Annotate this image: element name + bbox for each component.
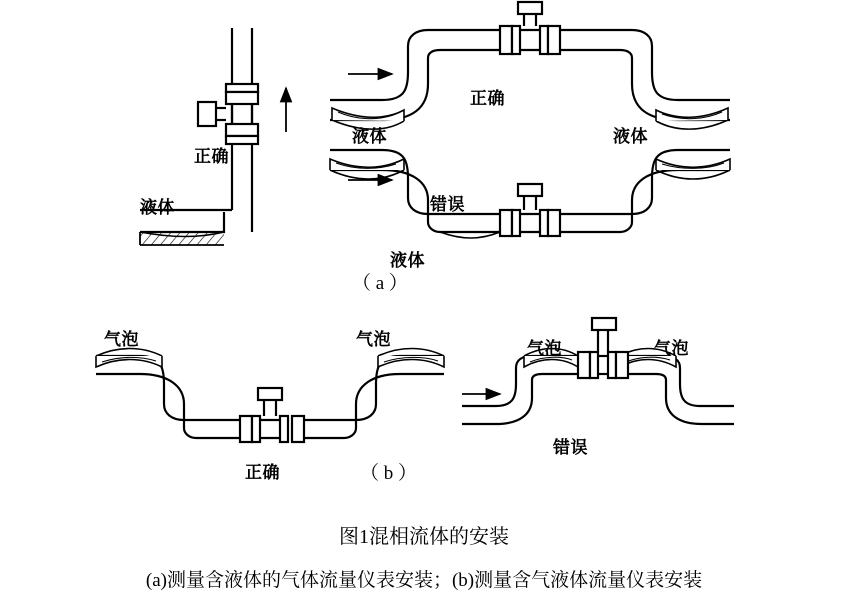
label-a-bottom-wrong: 错误 [430, 195, 465, 214]
label-a-bottom-liquid: 液体 [390, 251, 425, 270]
label-b-left-bubble-left: 气泡 [104, 330, 139, 349]
label-a-top-correct: 正确 [470, 89, 505, 108]
label-b-right-bubble-right: 气泡 [654, 339, 689, 358]
label-a-top-left-liquid: 液体 [352, 127, 387, 146]
label-b-left-bubble-right: 气泡 [356, 330, 391, 349]
figure-title: 图1混相流体的安装 [339, 526, 509, 548]
figure-subtitle: (a)测量含液体的气体流量仪表安装；(b)测量含气液体流量仪表安装 [145, 570, 703, 591]
panel-a-bottom-assembly [330, 150, 730, 238]
label-b-right-wrong: 错误 [553, 438, 588, 457]
panel-label-b: （ b ） [360, 463, 418, 484]
label-a-left-liquid: 液体 [140, 198, 175, 217]
label-b-right-bubble-left: 气泡 [527, 339, 562, 358]
label-a-left-correct: 正确 [194, 147, 229, 166]
label-b-left-correct: 正确 [245, 463, 280, 482]
panel-b-left-assembly [96, 349, 444, 443]
panel-label-a: （ a ） [352, 273, 408, 294]
label-a-top-right-liquid: 液体 [613, 127, 648, 146]
panel-a-top-assembly [330, 2, 730, 129]
panel-b-right-assembly [462, 318, 734, 424]
